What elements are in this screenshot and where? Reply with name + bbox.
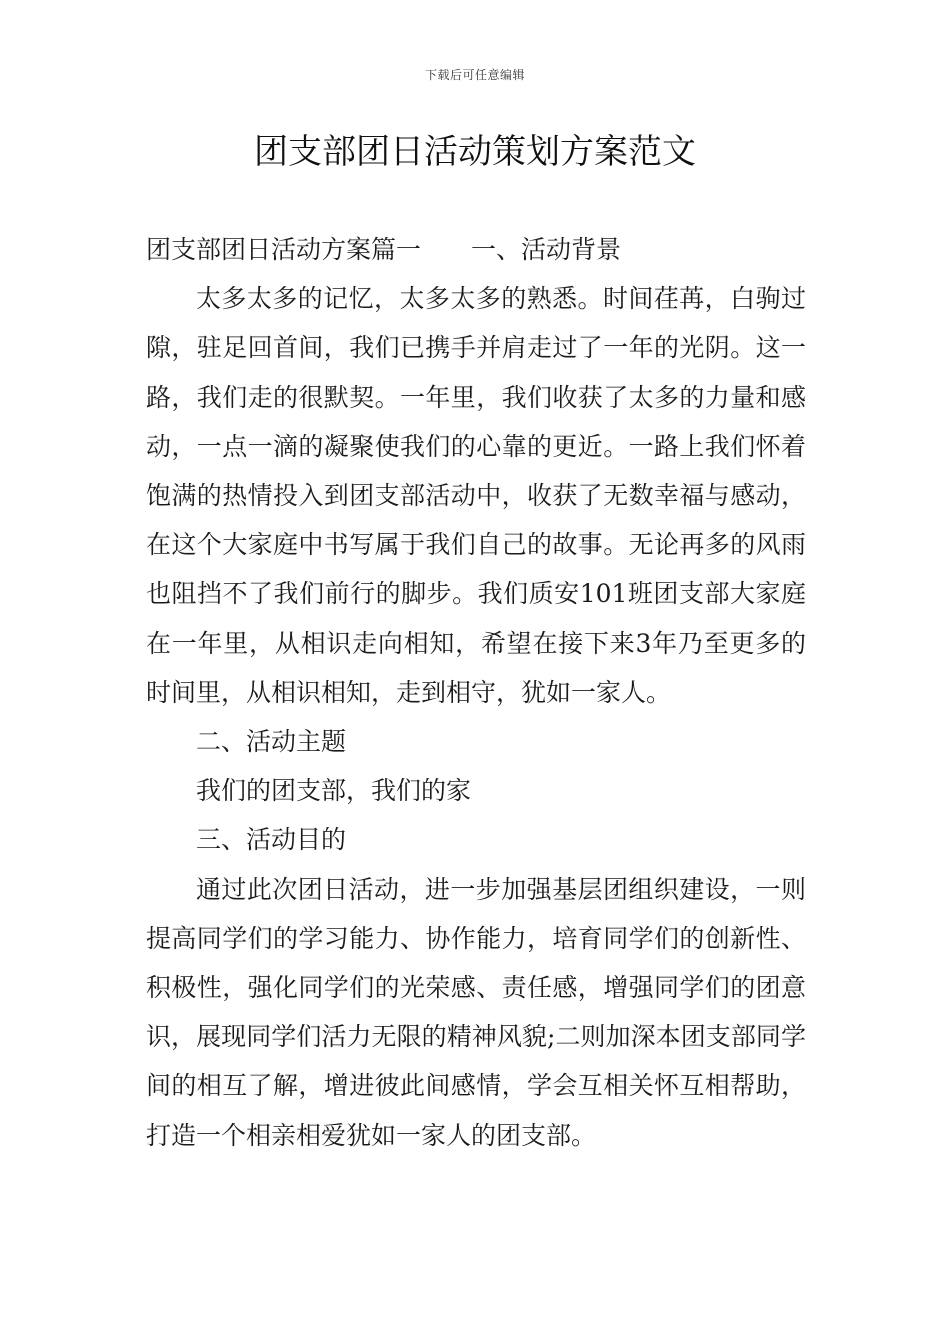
document-title: 团支部团日活动策划方案范文 [254, 132, 696, 172]
section1-heading: 一、活动背景 [471, 235, 622, 264]
section1-paragraph: 太多太多的记忆，太多太多的熟悉。时间荏苒，白驹过隙，驻足回首间，我们已携手并肩走过了一年的光阴。这一路，我们走的很默契。一年里，我们收获了太多的力量和感动，一点一滴的凝聚使我们的心靠的更近。一路上我们怀着饱满的热情投入到团支部活动中，收获了无数幸福与感动，在这个大家庭中书写属于我们自己的故事。无论再多的风雨也阻挡不了我们前行的脚步。我们质安101班团支部大家庭在一年里，从相识走向相知，希望在接下来3年乃至更多的时间里，从相识相知，走到相守，犹如一家人。 [146, 284, 806, 707]
section2-heading: 二、活动主题 [196, 727, 347, 757]
intro-line [146, 225, 806, 274]
document-body [146, 225, 806, 1160]
section3-heading: 三、活动目的 [196, 825, 347, 855]
intro-heading: 团支部团日活动方案篇一 [146, 235, 422, 264]
section2-paragraph: 我们的团支部，我们的家 [196, 776, 472, 806]
header-note: 下载后可任意编辑 [424, 68, 525, 82]
section3-paragraph: 通过此次团日活动，进一步加强基层团组织建设，一则提高同学们的学习能力、协作能力，培育同学们的创新性、积极性，强化同学们的光荣感、责任感，增强同学们的团意识，展现同学们活力无限的精神风貌;二则加深本团支部同学间的相互了解，增进彼此间感情，学会互相关怀互相帮助，打造一个相亲相爱犹如一家人的团支部。 [146, 874, 806, 1150]
